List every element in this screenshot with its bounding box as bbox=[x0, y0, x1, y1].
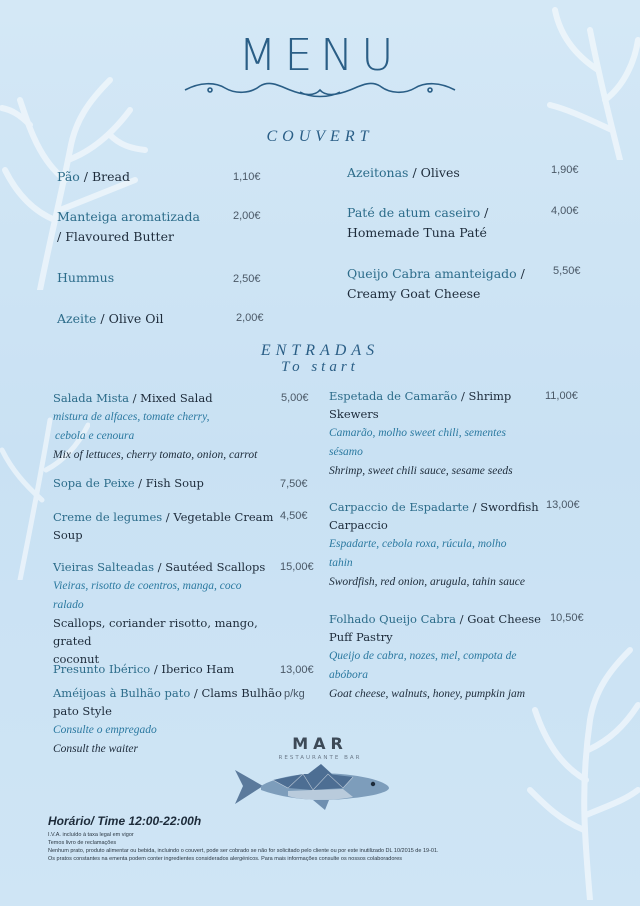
footer-note: Os pratos constantes na ementa podem conter ingredientes considerados alergénicos. Para mais informações consulte os nossos colaboradores bbox=[48, 856, 403, 862]
restaurant-logo-tagline: RESTAURANTE BAR bbox=[278, 755, 362, 761]
item-name-en: Homemade Tuna Paté bbox=[347, 225, 487, 240]
item-name-pt: Carpaccio de Espadarte bbox=[329, 500, 469, 514]
couvert-item-olives: Azeitonas / Olives bbox=[347, 165, 460, 180]
item-desc-en: Scallops, coriander risotto, mango, grated bbox=[53, 616, 258, 648]
item-name-pt: Azeitonas bbox=[347, 165, 409, 180]
item-desc-en: coconut bbox=[53, 652, 100, 666]
item-name-en: Olive Oil bbox=[108, 311, 164, 326]
footer-note: Temos livro de reclamações bbox=[48, 840, 117, 846]
item-desc-pt: abóbora bbox=[329, 669, 368, 681]
starter-mixed-salad: Salada Mista / Mixed Salad mistura de alfaces, tomate cherry, cebola e cenoura Mix of lettuces, cherry tomato, onion, carrot bbox=[53, 391, 258, 461]
item-desc-pt: Consulte o empregado bbox=[53, 724, 157, 736]
item-name-en: Vegetable Cream bbox=[173, 510, 274, 524]
item-name-en: Skewers bbox=[329, 407, 379, 421]
item-name-en: Soup bbox=[53, 528, 83, 542]
item-desc-pt: tahin bbox=[329, 557, 353, 569]
item-desc-pt: ralado bbox=[53, 599, 84, 611]
item-desc-pt: Queijo de cabra, nozes, mel, compota de bbox=[329, 650, 517, 662]
item-desc-pt: Camarão, molho sweet chili, sementes bbox=[329, 427, 506, 439]
couvert-item-bread: Pão / Bread bbox=[57, 169, 131, 184]
item-name-pt: Folhado Queijo Cabra bbox=[329, 612, 456, 626]
item-desc-pt: cebola e cenoura bbox=[55, 430, 135, 442]
footer-note: Nenhum prato, produto alimentar ou bebida, incluindo o couvert, pode ser cobrado se não for solicitado pelo cliente ou por este inutilizado DL 10/2015 de 19-01. bbox=[48, 848, 439, 854]
item-price: 2,50€ bbox=[233, 273, 261, 285]
item-name-en: Iberico Ham bbox=[161, 662, 235, 676]
item-name-pt: Vieiras Salteadas bbox=[53, 560, 154, 574]
footer-note: I.V.A. incluído à taxa legal em vigor bbox=[48, 832, 134, 838]
item-name-en: Creamy Goat Cheese bbox=[347, 286, 481, 301]
item-price: 11,00€ bbox=[545, 390, 578, 402]
couvert-heading: COUVERT bbox=[266, 128, 374, 145]
starter-vegetable-cream: Creme de legumes / Vegetable Cream Soup bbox=[53, 510, 274, 542]
item-desc-en: Shrimp, sweet chili sauce, sesame seeds bbox=[329, 465, 513, 477]
item-name-en: pato Style bbox=[53, 704, 112, 718]
item-desc-pt: mistura de alfaces, tomate cherry, bbox=[53, 411, 210, 423]
starter-goat-cheese-puff: Folhado Queijo Cabra / Goat Cheese Puff Pastry Queijo de cabra, nozes, mel, compota de abóbora Goat cheese, walnuts, honey, pumpkin jam bbox=[329, 612, 541, 700]
item-name-en: Olives bbox=[420, 165, 460, 180]
item-price: 13,00€ bbox=[546, 499, 580, 511]
flourish-divider-icon bbox=[180, 78, 460, 102]
item-name-en: Mixed Salad bbox=[140, 391, 213, 405]
item-name-pt: Queijo Cabra amanteigado bbox=[347, 266, 517, 281]
starter-clams: Améijoas à Bulhão pato / Clams Bulhão pato Style Consulte o empregado Consult the waiter bbox=[53, 686, 282, 755]
item-name-pt: Creme de legumes bbox=[53, 510, 163, 524]
item-name-en: Shrimp bbox=[468, 389, 512, 403]
item-price: 5,00€ bbox=[281, 392, 309, 404]
opening-hours: Horário/ Time 12:00-22:00h bbox=[48, 814, 202, 828]
couvert-item-goat-cheese: Queijo Cabra amanteigado / Creamy Goat Cheese bbox=[347, 266, 525, 301]
item-name-pt: Presunto Ibérico bbox=[53, 662, 151, 676]
entradas-heading: ENTRADAS bbox=[260, 342, 380, 359]
item-name-pt: Manteiga aromatizada bbox=[57, 209, 200, 224]
item-name-pt: Paté de atum caseiro bbox=[347, 205, 481, 220]
item-price: 4,00€ bbox=[551, 205, 579, 217]
starter-iberico-ham: Presunto Ibérico / Iberico Ham bbox=[53, 662, 235, 676]
couvert-item-hummus bbox=[57, 268, 114, 288]
item-price: 2,00€ bbox=[233, 210, 261, 222]
item-desc-en: Mix of lettuces, cherry tomato, onion, carrot bbox=[53, 449, 258, 461]
restaurant-logo-name: MAR bbox=[292, 734, 348, 753]
item-desc-en: Swordfish, red onion, arugula, tahin sauce bbox=[329, 576, 525, 588]
item-name-pt: Salada Mista bbox=[53, 391, 129, 405]
item-name-en: Flavoured Butter bbox=[65, 229, 174, 244]
item-desc-pt: Vieiras, risotto de coentros, manga, coco bbox=[53, 580, 242, 592]
fish-logo-icon bbox=[233, 764, 391, 812]
item-price: 4,50€ bbox=[280, 510, 308, 522]
item-price: 13,00€ bbox=[280, 664, 314, 676]
item-price: 15,00€ bbox=[280, 561, 314, 573]
couvert-item-tuna-pate: Paté de atum caseiro / Homemade Tuna Paté bbox=[347, 205, 489, 240]
item-name-pt: Améijoas à Bulhão pato bbox=[53, 686, 191, 700]
item-name-en: Swordfish bbox=[480, 500, 539, 514]
item-price: 1,10€ bbox=[233, 171, 261, 183]
item-name-pt: Azeite bbox=[57, 311, 97, 326]
menu-title: MENU bbox=[238, 30, 402, 81]
starter-fish-soup: Sopa de Peixe / Fish Soup bbox=[53, 476, 204, 490]
item-name-pt: Espetada de Camarão bbox=[329, 389, 458, 403]
item-name-en: Clams Bulhão bbox=[201, 686, 282, 700]
item-price: 7,50€ bbox=[280, 478, 308, 490]
item-name-pt: Sopa de Peixe bbox=[53, 476, 135, 490]
couvert-item-butter: Manteiga aromatizada / Flavoured Butter bbox=[57, 209, 200, 244]
starter-swordfish-carpaccio: Carpaccio de Espadarte / Swordfish Carpaccio Espadarte, cebola roxa, rúcula, molho tahin Swordfish, red onion, arugula, tahin sauce bbox=[329, 500, 539, 588]
item-desc-en: Consult the waiter bbox=[53, 743, 138, 755]
item-name-pt: Hummus bbox=[57, 270, 115, 285]
starter-shrimp-skewers: Espetada de Camarão / Shrimp Skewers Camarão, molho sweet chili, sementes sésamo Shrimp, sweet chili sauce, sesame seeds bbox=[329, 389, 513, 477]
item-name-en: Bread bbox=[92, 169, 131, 184]
item-name-en: Fish Soup bbox=[145, 476, 204, 490]
item-name-en: Carpaccio bbox=[329, 518, 388, 532]
item-desc-pt: sésamo bbox=[329, 446, 363, 458]
item-price: 5,50€ bbox=[553, 265, 581, 277]
item-price: 1,90€ bbox=[551, 164, 579, 176]
item-name-en: Sautéed Scallops bbox=[165, 560, 266, 574]
couvert-item-olive-oil: Azeite / Olive Oil bbox=[57, 311, 164, 326]
starter-scallops: Vieiras Salteadas / Sautéed Scallops Vieiras, risotto de coentros, manga, coco ralado Scallops, coriander risotto, mango, grated coconut bbox=[53, 560, 266, 666]
item-desc-pt: Espadarte, cebola roxa, rúcula, molho bbox=[329, 538, 507, 550]
item-price: p/kg bbox=[284, 688, 305, 700]
item-name-en: Goat Cheese bbox=[467, 612, 541, 626]
item-desc-en: Goat cheese, walnuts, honey, pumpkin jam bbox=[329, 688, 526, 700]
item-price: 10,50€ bbox=[550, 612, 584, 624]
item-price: 2,00€ bbox=[236, 312, 264, 324]
entradas-subheading: To start bbox=[281, 359, 359, 375]
item-name-en: Puff Pastry bbox=[329, 630, 393, 644]
item-name-pt: Pão bbox=[57, 169, 80, 184]
